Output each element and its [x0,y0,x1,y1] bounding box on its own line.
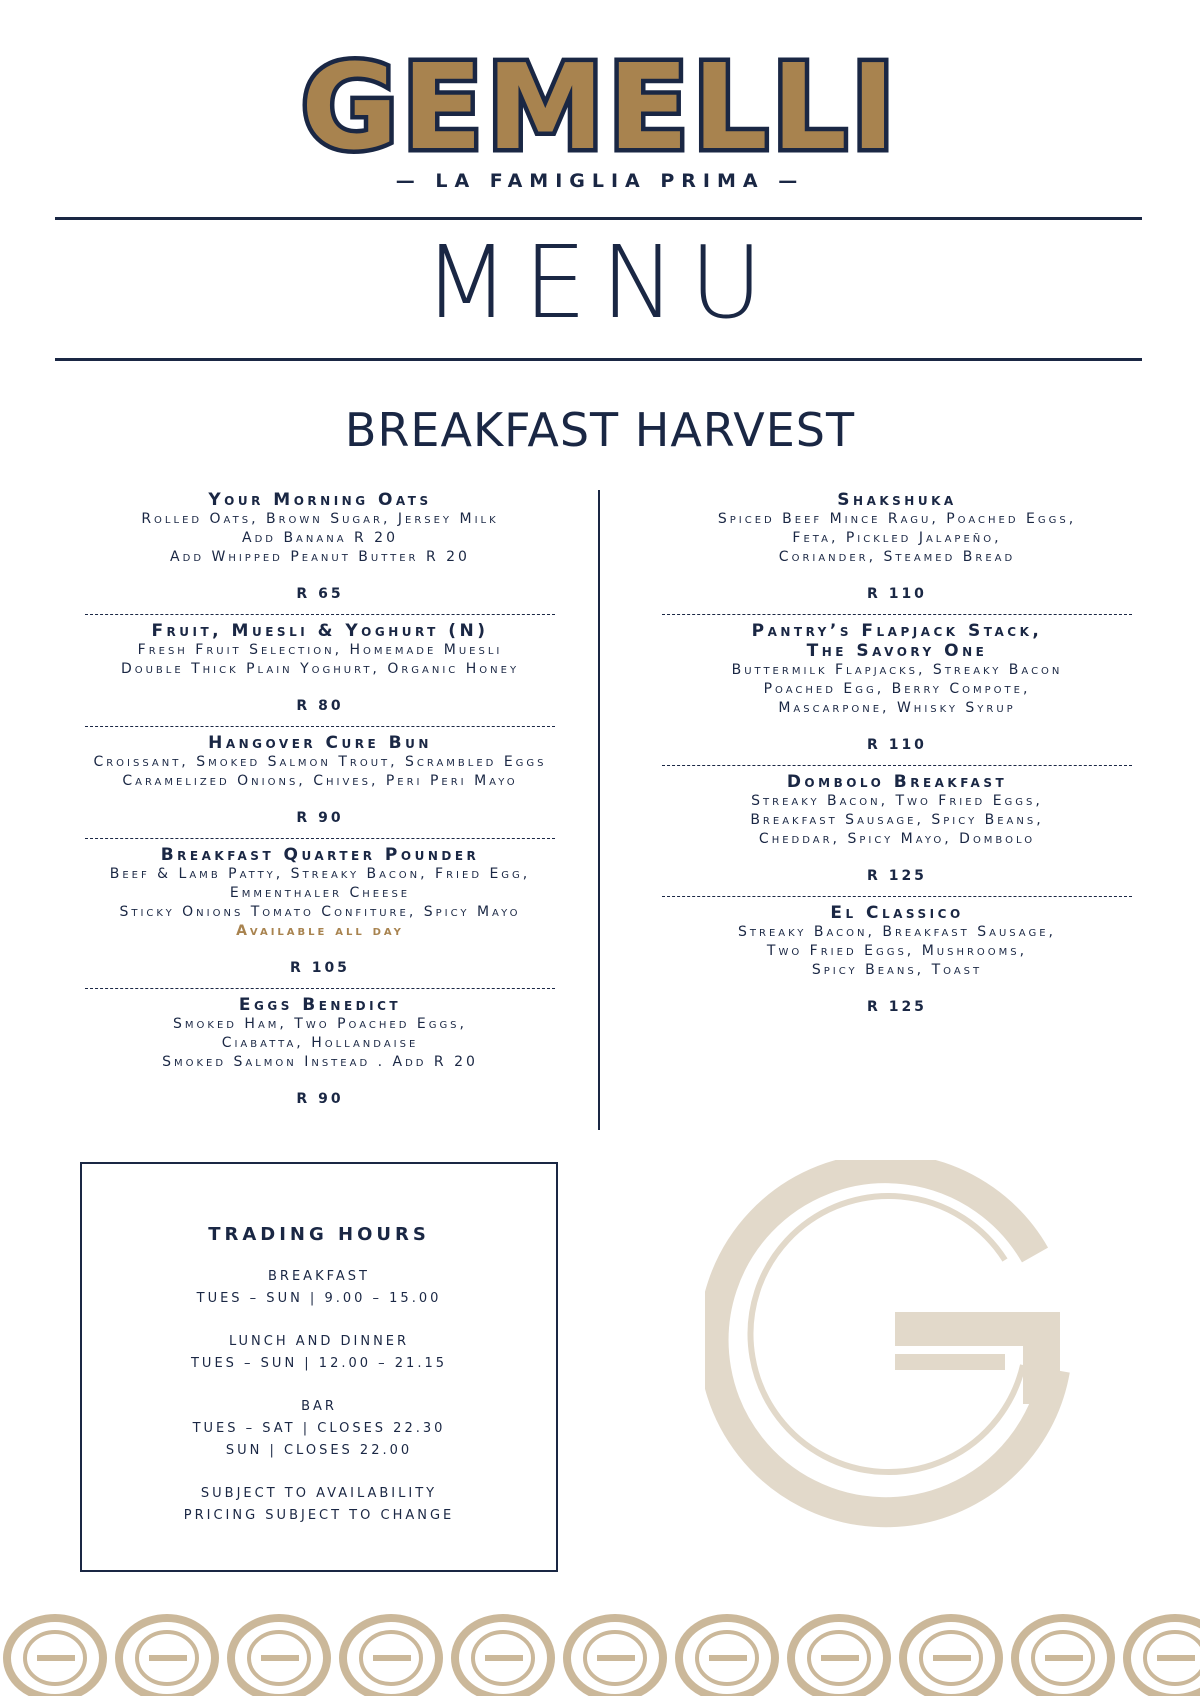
menu-item-description: Fresh Fruit Selection, Homemade Muesli [137,642,503,658]
trading-hours-box [80,1162,558,1572]
menu-item-description: Rolled Oats, Brown Sugar, Jersey Milk [141,511,499,527]
chain-link-icon [567,1618,663,1696]
hours-line: LUNCH AND DINNER [228,1334,410,1349]
menu-item-description: Smoked Salmon Instead . Add R 20 [162,1054,478,1070]
section-title: BREAKFAST HARVEST [344,403,856,457]
chain-link-icon [119,1618,215,1696]
menu-item-description: Beef & Lamb Patty, Streaky Bacon, Fried Egg, [109,866,531,882]
hours-line: SUN | CLOSES 22.00 [225,1443,413,1458]
menu-item-description: Double Thick Plain Yoghurt, Organic Honey [120,661,520,677]
menu-item-price: R 105 [290,960,350,976]
chain-link-icon [903,1618,999,1696]
hours-line: BAR [301,1399,337,1414]
page-title: MENU [423,224,777,341]
menu-item-price: R 110 [867,737,927,753]
menu-item-name: Your Morning Oats [208,490,432,510]
menu-item-price: R 80 [296,698,344,714]
gemelli-logo [0,40,1200,180]
menu-item-description: Feta, Pickled Jalapeño, [792,530,1002,546]
hours-spacer [82,1375,556,1396]
menu-item-price: R 90 [296,1091,344,1107]
hours-line: PRICING SUBJECT TO CHANGE [183,1508,455,1523]
menu-item-description: Spiced Beef Mince Ragu, Poached Eggs, [717,511,1077,527]
chain-link-icon [231,1618,327,1696]
menu-item-description: Sticky Onions Tomato Confiture, Spicy Mayo [119,904,521,920]
menu-item [637,903,1157,1017]
hours-spacer [82,1462,556,1483]
menu-item-name: Shakshuka [837,490,957,510]
item-separator [662,765,1132,766]
menu-item-description: Spicy Beans, Toast [811,962,983,978]
menu-item [637,621,1157,755]
menu-item [60,995,580,1109]
menu-item [60,845,580,978]
menu-item-name: Eggs Benedict [238,995,402,1015]
menu-item-description: Ciabatta, Hollandaise [221,1035,419,1051]
bottom-rule [55,358,1142,361]
menu-item-description: Smoked Ham, Two Poached Eggs, [173,1016,467,1032]
chain-link-icon [343,1618,439,1696]
hours-line: TUES – SUN | 9.00 – 15.00 [196,1291,442,1306]
menu-item [637,772,1157,886]
top-rule [55,217,1142,220]
menu-item-name: Breakfast Quarter Pounder [160,845,480,865]
menu-item-price: R 65 [296,586,344,602]
hours-spacer [82,1245,556,1266]
item-separator [662,614,1132,615]
menu-item-name: El Classico [830,903,964,923]
hours-line: TUES – SUN | 12.00 – 21.15 [190,1356,448,1371]
menu-item [60,490,580,604]
menu-item-description: Poached Egg, Berry Compote, [763,681,1031,697]
menu-item-description: Breakfast Sausage, Spicy Beans, [750,812,1044,828]
menu-item-description: Caramelized Onions, Chives, Peri Peri Mayo [122,773,518,789]
item-separator [662,896,1132,897]
menu-column-left [60,490,580,1109]
chain-link-icon [1015,1618,1111,1696]
chain-link-icon [455,1618,551,1696]
menu-item-note: Available all day [236,923,404,939]
item-separator [85,726,555,727]
item-separator [85,614,555,615]
menu-item-description: Streaky Bacon, Breakfast Sausage, [738,924,1056,940]
menu-item [60,621,580,716]
item-separator [85,838,555,839]
chain-link-icon [1127,1618,1200,1696]
hours-line: SUBJECT TO AVAILABILITY [200,1486,438,1501]
menu-column-right [637,490,1157,1017]
column-divider [598,490,600,1130]
menu-item-description: Add Whipped Peanut Butter R 20 [170,549,470,565]
menu-item-description: Streaky Bacon, Two Fried Eggs, [751,793,1043,809]
tagline: — LA FAMIGLIA PRIMA — [395,170,805,192]
item-separator [85,988,555,989]
trading-hours-title: TRADING HOURS [208,1224,430,1245]
menu-item-price: R 125 [867,999,927,1015]
menu-item-description: Cheddar, Spicy Mayo, Dombolo [758,831,1036,847]
menu-item-description: Buttermilk Flapjacks, Streaky Bacon [731,662,1063,678]
chain-link-icon [679,1618,775,1696]
menu-item-price: R 90 [296,810,344,826]
menu-item-description: Mascarpone, Whisky Syrup [778,700,1016,716]
menu-item-name: Pantry’s Flapjack Stack, The Savory One [751,621,1043,661]
menu-item-price: R 110 [867,586,927,602]
hours-line: TUES – SAT | CLOSES 22.30 [192,1421,446,1436]
menu-item-name: Fruit, Muesli & Yoghurt (N) [151,621,489,641]
logo-wordmark: GEMELLI [301,40,899,176]
menu-item-description: Add Banana R 20 [242,530,398,546]
hours-line: BREAKFAST [268,1269,370,1284]
menu-item-description: Coriander, Steamed Bread [778,549,1016,565]
menu-item-description: Two Fried Eggs, Mushrooms, [766,943,1028,959]
menu-item-description: Croissant, Smoked Salmon Trout, Scrambled Eggs [93,754,547,770]
menu-item-description: Emmenthaler Cheese [229,885,411,901]
g-monogram-icon [705,1160,1085,1532]
chain-link-icon [791,1618,887,1696]
hours-spacer [82,1310,556,1331]
menu-item-name: Hangover Cure Bun [208,733,432,753]
chain-link-icon [7,1618,103,1696]
menu-item [60,733,580,828]
menu-item-price: R 125 [867,868,927,884]
chain-border [0,1600,1200,1696]
trading-hours-list [82,1245,556,1527]
menu-item-name: Dombolo Breakfast [786,772,1008,792]
menu-item [637,490,1157,604]
